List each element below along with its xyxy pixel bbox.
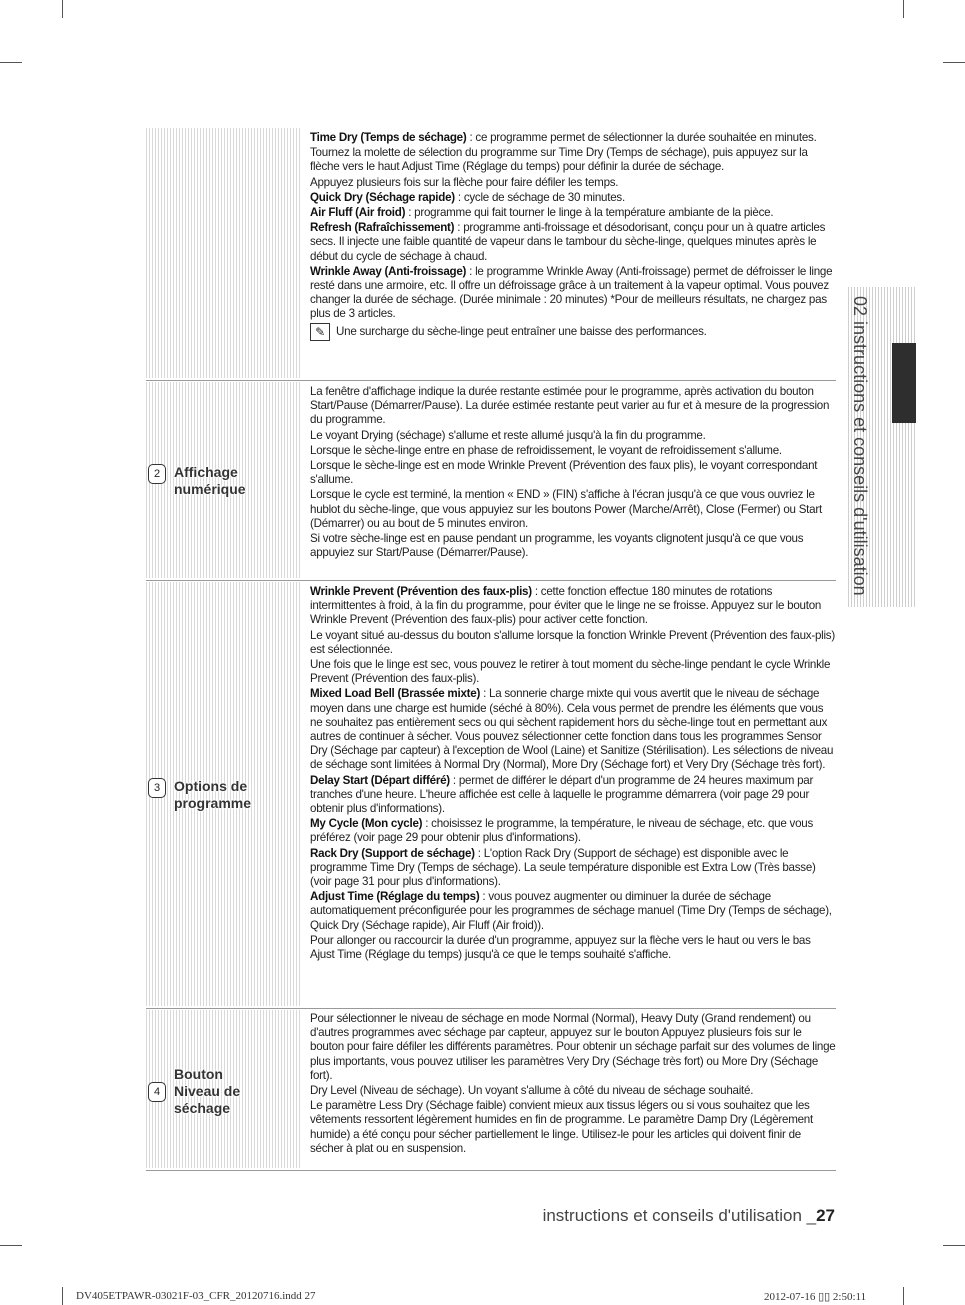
paragraph	[310, 585, 836, 628]
crop-mark	[62, 1287, 63, 1305]
paragraph	[310, 131, 836, 145]
paragraph-term: Air Fluff (Air froid)	[310, 206, 406, 220]
section-divider	[146, 1008, 836, 1009]
paragraph-term: Refresh (Rafraîchissement)	[310, 221, 455, 235]
paragraph-text: Le voyant situé au-dessus du bouton s'allume lorsque la fonction Wrinkle Prevent (Prévention des faux-plis) est sélectionnée.	[310, 628, 835, 656]
paragraph-term: Wrinkle Away (Anti-froissage)	[310, 264, 467, 278]
paragraph-text: La fenêtre d'affichage indique la durée restante estimée pour le programme, après activation du bouton Start/Pause (Démarrer/Pause). La durée estimée restante peut varier au fur et à mesure de la progression du programme.	[310, 385, 830, 427]
paragraph-text: Tournez la molette de sélection du programme sur Time Dry (Temps de séchage), puis appuyez sur la flèche vers le haut Adjust Time (Réglage du temps) pour définir la durée de séchage.	[310, 146, 808, 174]
paragraph-text: Lorsque le sèche-linge est en mode Wrinkle Prevent (Prévention des faux plis), le voyant correspondant s'allume.	[310, 459, 818, 487]
paragraph	[310, 658, 836, 686]
chapter-title: instructions et conseils d'utilisation	[850, 321, 870, 596]
paragraph	[310, 146, 836, 174]
section-hatch-1	[146, 128, 300, 378]
section-content-options	[310, 585, 836, 963]
chapter-tab-marker	[892, 343, 916, 423]
section-divider	[146, 580, 836, 581]
crop-mark	[0, 1245, 22, 1246]
paragraph	[310, 934, 836, 962]
section-divider	[146, 380, 836, 381]
paragraph	[310, 488, 836, 531]
paragraph	[310, 176, 836, 190]
paragraph-text: : La sonnerie charge mixte qui vous avertit que le niveau de séchage moyen dans une charge est humide (séché à 80%). Cela vous permet de prendre les éléments que vous ne souhaitez pas entièrement secs ou qui sèchent rapidement hors du sèche-linge tout en permettant aux autres de continuer à sécher. Vous pouvez sélectionner cette fonction dans tous les programmes Sensor Dry (Séchage par capteur) à l'exception de Wool (Laine) et Sanitize (Stérilisation). Les sélections de niveau de séchage sont limitées à Normal Dry (Normal), More Dry (Séchage fort) et Very Dry (Séchage très fort).	[310, 687, 834, 772]
paragraph-term: Mixed Load Bell (Brassée mixte)	[310, 687, 481, 701]
crop-mark	[943, 62, 965, 63]
paragraph-term: Quick Dry (Séchage rapide)	[310, 190, 455, 204]
paragraph-text: Le voyant Drying (séchage) s'allume et reste allumé jusqu'à la fin du programme.	[310, 428, 706, 442]
note-text: Une surcharge du sèche-linge peut entraîner une baisse des performances.	[336, 324, 707, 338]
paragraph	[310, 774, 836, 817]
paragraph-text: : permet de différer le départ d'un programme de 24 heures maximum par tranches d'une heure. L'heure affichée est celle à laquelle le programme démarrera (voir page 29 pour obtenir plus d'informations).	[310, 773, 814, 816]
paragraph	[310, 444, 836, 458]
paragraph	[310, 1084, 836, 1098]
paragraph-text: : le programme Wrinkle Away (Anti-froissage) permet de défroisser le linge resté dans une armoire, etc. Il offre un défroissage grâce à un traitement à la vapeur optimal. Vous pouvez changer la durée de séchage. (Durée minimale : 20 minutes) *Pour de meilleurs résultats, ne chargez pas plus de 3 articles.	[310, 264, 833, 321]
note	[310, 323, 836, 341]
section-title: Bouton Niveau de séchage	[174, 1066, 241, 1116]
paragraph	[310, 532, 836, 560]
page-footer	[543, 1206, 835, 1226]
chapter-number: 02	[850, 296, 870, 317]
section-label-display	[148, 464, 246, 498]
imprint-file: DV405ETPAWR-03021F-03_CFR_20120716.indd 27	[76, 1290, 316, 1302]
chapter-tab-label	[849, 296, 870, 596]
paragraph-text: Si votre sèche-linge est en pause pendant un programme, les voyants clignotent jusqu'à ce que vous appuyiez sur Start/Pause (Démarrer/Pause).	[310, 532, 804, 560]
paragraph	[310, 847, 836, 890]
paragraph	[310, 221, 836, 264]
paragraph-text: : L'option Rack Dry (Support de séchage) est disponible avec le programme Time Dry (Temps de séchage). La seule température disponible est Extra Low (Très basse) (voir page 31 pour plus d'informations).	[310, 846, 816, 889]
paragraph	[310, 459, 836, 487]
paragraph-term: Wrinkle Prevent (Prévention des faux-plis)	[310, 585, 532, 598]
paragraph	[310, 385, 836, 428]
paragraph-text: : cycle de séchage de 30 minutes.	[454, 190, 625, 204]
paragraph	[310, 1099, 836, 1156]
paragraph-text: Appuyez plusieurs fois sur la flèche pour faire défiler les temps.	[310, 175, 619, 189]
paragraph-text: : vous pouvez augmenter ou diminuer la durée de séchage automatiquement préconfigurée pour les programmes de séchage manuel (Time Dry (Temps de séchage), Quick Dry (Séchage rapide), Air Fluff (Air froid)).	[310, 890, 832, 932]
crop-mark	[903, 1287, 904, 1305]
section-number: 3	[148, 778, 166, 798]
section-label-dry-level	[148, 1066, 240, 1117]
paragraph-term: Adjust Time (Réglage du temps)	[310, 890, 480, 904]
section-title: Options de programme	[174, 778, 252, 811]
crop-mark	[62, 0, 63, 18]
section-content-programs	[310, 131, 836, 341]
note-pencil-icon: ✎	[310, 323, 330, 341]
paragraph-text: Le paramètre Less Dry (Séchage faible) convient mieux aux tissus légers ou si vous souhaitez que les vêtements ressortent légèrement humides en fin de programme. Le paramètre Damp Dry (Légèrement humide) a été conçu pour sécher partiellement le linge. Utilisez-le pour les articles qui doivent finir de sécher à plat ou en suspension.	[310, 1099, 813, 1155]
paragraph	[310, 890, 836, 933]
paragraph	[310, 429, 836, 443]
paragraph-text: Lorsque le cycle est terminé, la mention « END » (FIN) s'affiche à l'écran jusqu'à ce que vous ouvriez le hublot du sèche-linge, que vous appuyiez sur les boutons Power (Marche/Arrêt), Close (Fermer) ou Start (Démarrer) ou au bout de 5 minutes environ.	[310, 488, 822, 530]
paragraph-text: Pour sélectionner le niveau de séchage en mode Normal (Normal), Heavy Duty (Grand rendement) ou d'autres programmes avec séchage par capteur, appuyez sur le bouton Appuyez plusieurs fois sur le bouton pour faire défiler les différents paramètres. Pour obtenir un séchage parfait sur des volumes de linge plus importants, vous pouvez utiliser les paramètres Very Dry (Séchage très fort) ou More Dry (Séchage fort).	[310, 1012, 836, 1082]
paragraph	[310, 629, 836, 657]
paragraph-text: : cette fonction effectue 180 minutes de rotations intermittentes à froid, à la fin du programme, pour éviter que le linge ne se froisse. Appuyez sur le bouton Wrinkle Prevent (Prévention des faux-plis) pour activer cette fonction.	[310, 585, 822, 627]
paragraph-text: : choisissez le programme, la température, le niveau de séchage, etc. que vous préférez (voir page 29 pour obtenir plus d'informations).	[310, 817, 814, 845]
section-divider	[146, 1170, 836, 1171]
paragraph-term: Delay Start (Départ différé)	[310, 773, 450, 787]
paragraph	[310, 191, 836, 205]
paragraph	[310, 817, 836, 845]
crop-mark	[903, 0, 904, 18]
section-number: 4	[148, 1082, 166, 1102]
section-content-dry-level	[310, 1012, 836, 1157]
paragraph-text: Dry Level (Niveau de séchage). Un voyant s'allume à côté du niveau de séchage souhaité.	[310, 1084, 754, 1098]
paragraph	[310, 687, 836, 772]
page-number: 27	[816, 1206, 835, 1225]
footer-title: instructions et conseils d'utilisation _	[542, 1206, 817, 1225]
section-label-options	[148, 778, 251, 812]
paragraph	[310, 206, 836, 220]
paragraph	[310, 265, 836, 322]
paragraph-text: : programme qui fait tourner le linge à la température ambiante de la pièce.	[405, 206, 774, 220]
section-title: Affichage numérique	[174, 464, 246, 497]
imprint-date: 2012-07-16 ▯▯ 2:50:11	[764, 1291, 867, 1303]
paragraph-term: Time Dry (Temps de séchage)	[310, 131, 467, 144]
section-content-display	[310, 385, 836, 561]
crop-mark	[0, 62, 22, 63]
paragraph-text: Lorsque le sèche-linge entre en phase de refroidissement, le voyant de refroidissement s'allume.	[310, 443, 782, 457]
paragraph-term: My Cycle (Mon cycle)	[310, 817, 423, 831]
paragraph	[310, 1012, 836, 1083]
paragraph-text: Une fois que le linge est sec, vous pouvez le retirer à tout moment du sèche-linge pendant le cycle Wrinkle Prevent (Prévention des faux-plis).	[310, 658, 831, 686]
section-number: 2	[148, 464, 166, 484]
paragraph-text: Pour allonger ou raccourcir la durée d'un programme, appuyez sur la flèche vers le haut ou vers le bas Ajust Time (Réglage du temps) jusqu'à ce que le temps souhaité s'affiche.	[310, 933, 811, 962]
crop-mark	[943, 1245, 965, 1246]
paragraph-term: Rack Dry (Support de séchage)	[310, 846, 475, 860]
paragraph-text: : ce programme permet de sélectionner la durée souhaitée en minutes.	[466, 131, 817, 144]
paragraph-text: : programme anti-froissage et désodorisant, conçu pour un à quatre articles secs. Il injecte une faible quantité de vapeur dans le tambour du sèche-linge, quelques minutes après le début du cycle de séchage à chaud.	[310, 221, 826, 263]
